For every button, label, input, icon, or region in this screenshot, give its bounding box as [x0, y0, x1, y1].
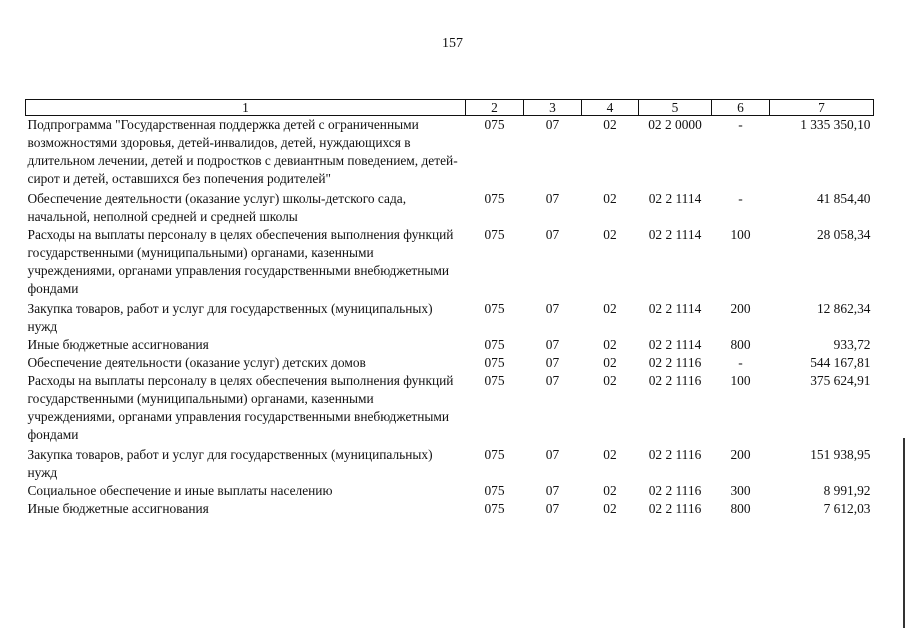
amount: 1 335 350,10 [800, 117, 871, 132]
department-code: 075 [484, 301, 505, 316]
target-article-code: 02 2 1116 [648, 373, 702, 388]
amount: 375 624,91 [810, 373, 871, 388]
section-code: 07 [545, 483, 560, 498]
target-article-code: 02 2 1116 [648, 501, 702, 516]
target-article-code: 02 2 0000 [648, 117, 702, 132]
amount: 8 991,92 [823, 483, 871, 498]
table-row [26, 336, 874, 354]
subsection-code: 02 [603, 447, 617, 462]
column-header: 1 [26, 100, 466, 116]
subsection-code: 02 [603, 373, 617, 388]
table-row [26, 116, 874, 189]
column-header: 7 [770, 100, 874, 116]
table-row [26, 298, 874, 336]
item-description: Подпрограмма "Государственная поддержка детей с ограниченными возможностями здоровья, детей-инвалидов, детей, нуждающихся в длительном лечении, детей и подростков с девиантным поведением, детей-сирот и детей, оставшихся без попечения родителей" [27, 117, 458, 186]
expense-type-code: 800 [730, 337, 751, 352]
item-description: Закупка товаров, работ и услуг для государственных (муниципальных) нужд [27, 301, 433, 334]
section-code: 07 [545, 355, 560, 370]
item-description: Социальное обеспечение и иные выплаты населению [27, 483, 333, 498]
target-article-code: 02 2 1116 [648, 483, 702, 498]
subsection-code: 02 [603, 355, 617, 370]
expense-type-code: - [738, 117, 743, 132]
subsection-code: 02 [603, 191, 617, 206]
table-row [26, 500, 874, 518]
section-code: 07 [545, 337, 560, 352]
item-description: Обеспечение деятельности (оказание услуг) детских домов [27, 355, 366, 370]
expense-type-code: 200 [730, 447, 751, 462]
table-row [26, 482, 874, 500]
expense-type-code: 200 [730, 301, 751, 316]
expense-type-code: 300 [730, 483, 751, 498]
department-code: 075 [484, 337, 505, 352]
subsection-code: 02 [603, 301, 617, 316]
column-header: 5 [639, 100, 712, 116]
item-description: Иные бюджетные ассигнования [27, 501, 209, 516]
table-row [26, 354, 874, 372]
department-code: 075 [484, 447, 505, 462]
subsection-code: 02 [603, 117, 617, 132]
department-code: 075 [484, 355, 505, 370]
target-article-code: 02 2 1114 [648, 227, 702, 242]
expense-type-code: - [738, 355, 743, 370]
item-description: Расходы на выплаты персоналу в целях обеспечения выполнения функций государственными (муниципальными) органами, казенными учреждениями, органами управления государственными внебюджетными фондами [27, 373, 454, 442]
subsection-code: 02 [603, 337, 617, 352]
item-description: Расходы на выплаты персоналу в целях обеспечения выполнения функций государственными (муниципальными) органами, казенными учреждениями, органами управления государственными внебюджетными фондами [27, 227, 454, 296]
column-header: 3 [524, 100, 582, 116]
header-row [26, 100, 874, 116]
subsection-code: 02 [603, 501, 617, 516]
column-header: 4 [582, 100, 639, 116]
page-number: 157 [442, 36, 463, 51]
expense-type-code: - [738, 191, 743, 206]
table-row [26, 444, 874, 482]
target-article-code: 02 2 1116 [648, 355, 702, 370]
amount: 7 612,03 [823, 501, 871, 516]
section-code: 07 [545, 117, 560, 132]
expense-type-code: 100 [730, 227, 751, 242]
section-code: 07 [545, 301, 560, 316]
section-code: 07 [545, 373, 560, 388]
section-code: 07 [545, 501, 560, 516]
amount: 41 854,40 [816, 191, 871, 206]
subsection-code: 02 [603, 227, 617, 242]
table-row [26, 372, 874, 444]
department-code: 075 [484, 117, 505, 132]
target-article-code: 02 2 1114 [648, 337, 702, 352]
amount: 933,72 [833, 337, 871, 352]
amount: 12 862,34 [816, 301, 871, 316]
section-code: 07 [545, 227, 560, 242]
expense-type-code: 800 [730, 501, 751, 516]
target-article-code: 02 2 1116 [648, 447, 702, 462]
department-code: 075 [484, 483, 505, 498]
target-article-code: 02 2 1114 [648, 191, 702, 206]
table-row [26, 188, 874, 226]
subsection-code: 02 [603, 483, 617, 498]
target-article-code: 02 2 1114 [648, 301, 702, 316]
department-code: 075 [484, 501, 505, 516]
department-code: 075 [484, 373, 505, 388]
department-code: 075 [484, 191, 505, 206]
item-description: Иные бюджетные ассигнования [27, 337, 209, 352]
amount: 544 167,81 [810, 355, 871, 370]
amount: 151 938,95 [810, 447, 871, 462]
table-row [26, 226, 874, 298]
item-description: Закупка товаров, работ и услуг для государственных (муниципальных) нужд [27, 447, 433, 480]
department-code: 075 [484, 227, 505, 242]
column-header: 2 [466, 100, 524, 116]
section-code: 07 [545, 191, 560, 206]
amount: 28 058,34 [816, 227, 871, 242]
budget-table [25, 99, 874, 518]
expense-type-code: 100 [730, 373, 751, 388]
column-header: 6 [712, 100, 770, 116]
item-description: Обеспечение деятельности (оказание услуг) школы-детского сада, начальной, неполной средней и средней школы [27, 191, 407, 224]
section-code: 07 [545, 447, 560, 462]
